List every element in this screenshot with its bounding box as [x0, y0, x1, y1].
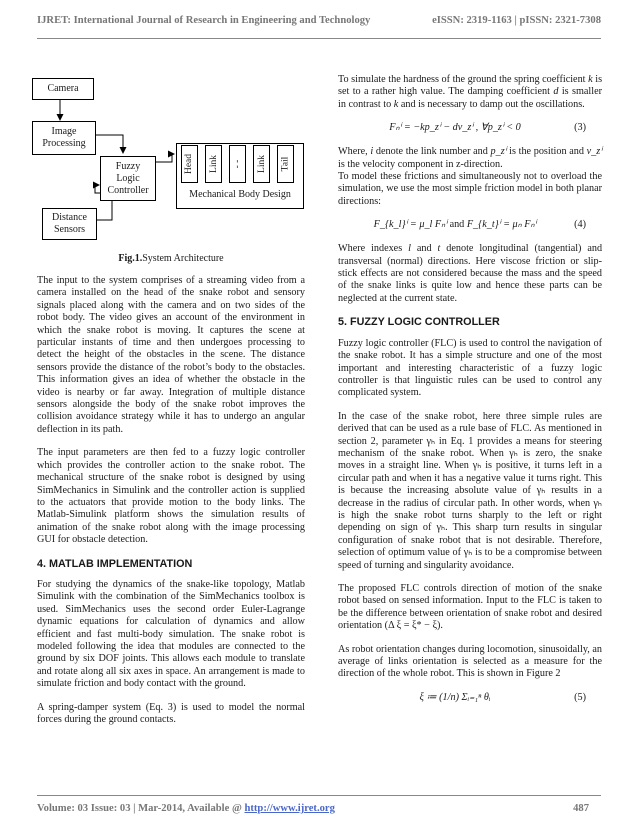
right-column [338, 74, 602, 716]
camera-label: Camera [47, 83, 79, 94]
image-processing-label-1: Image [51, 126, 77, 137]
figure-caption-label: Fig.1. [118, 253, 143, 264]
fuzzy-label-3: Controller [107, 184, 149, 196]
equation-5-body: ξ ≔ (1/n) Σᵢ₌₁ⁿ θᵢ [419, 691, 491, 703]
section-heading-5: 5. FUZZY LOGIC CONTROLLER [338, 316, 500, 329]
journal-link[interactable]: http://www.ijret.org [244, 803, 335, 814]
page-number: 487 [573, 803, 589, 814]
body-segment-link: Link [205, 145, 222, 183]
fuzzy-label-1: Fuzzy [115, 160, 141, 172]
image-processing-label-2: Processing [42, 138, 86, 149]
paragraph: The input parameters are then fed to a fuzzy logic controller which provides the controller action to the snake robot. The mechanical structure of the snake robot is designed by using SimMechanics in Simulink and the controller action is supplied to the actuators that provide motion to the body links. The Matlab-Simulink platform shows the simulation results of animation of the snake robot along with the image processing GUI for obstacle detection. [37, 447, 305, 546]
arrow-imgproc-to-fuzzy [96, 135, 123, 153]
distance-label-2: Sensors [53, 224, 86, 235]
fuzzy-logic-controller-box [100, 156, 156, 201]
body-segment-tail: Tail [277, 145, 294, 183]
system-architecture-figure [30, 72, 308, 247]
image-processing-box [32, 121, 96, 155]
paragraph: The input to the system comprises of a streaming video from a camera installed on the head of the snake robot and sensory signals placed along with the camera and on two sides of the robot body. The video gives an account of the environment in which the snake robot is moving. It captures the scene at particular instants of time and then undergoes processing to detect the height of the obstacles in the scene. The distance sensors provide the distance of the robot’s body to the obstacles. This information gives an idea of whether the obstacle in the video is nearby or far away. Integration of multiple distance sensors alongside the body of the snake robot improves the collision avoidance strategy while it has to undergo an angular deflection in its path. [37, 275, 305, 435]
issn: eISSN: 2319-1163 | pISSN: 2321-7308 [432, 15, 601, 26]
left-column [37, 275, 305, 737]
footer-volume: Volume: 03 Issue: 03 | Mar-2014, Available @ [37, 803, 242, 814]
paragraph: Fuzzy logic controller (FLC) is used to control the navigation of the snake robot. It has a simple structure and one of the most important and interesting characteristic of a fuzzy logic controller is that linguistic rules can be used to control any complicated system. [338, 337, 602, 399]
running-header [37, 15, 601, 29]
section-heading-4: 4. MATLAB IMPLEMENTATION [37, 557, 193, 570]
equation-3-body: Fₙⁱ = −kp_zⁱ − dv_zⁱ , ∀p_zⁱ < 0 [389, 122, 521, 134]
body-segment-head: Head [181, 145, 198, 183]
distance-label-1: Distance [52, 212, 87, 223]
paragraph: A spring-damper system (Eq. 3) is used to model the normal forces during the ground contacts. [37, 701, 305, 725]
journal-title: IJRET: International Journal of Research in Engineering and Technology [37, 15, 371, 26]
equation-4: F_{k_l}ⁱ = μ_l Fₙⁱ and F_{k_t}ⁱ = μₙ Fₙⁱ (4) [373, 219, 586, 231]
arrow-fuzzy-to-body [155, 154, 174, 162]
paragraph: Where, i denote the link number and p_zⁱ is the position and v_zⁱ is the velocity component in z-direction. [338, 146, 603, 170]
equation-4-number: (4) [574, 219, 586, 231]
header-rule [37, 38, 601, 39]
equation-5 [338, 692, 602, 706]
figure-caption-text: System Architecture [142, 253, 224, 264]
fuzzy-label-2: Logic [116, 172, 140, 184]
distance-sensors-box [42, 208, 97, 240]
equation-5-number: (5) [574, 691, 586, 703]
mechanical-body-label: Mechanical Body Design [189, 189, 291, 200]
paragraph: For studying the dynamics of the snake-like topology, Matlab Simulink with the combination of the SimMechanics toolbox is used. SimMechanics uses the second order Euler-Lagrange dynamic equations for calculation of dynamics and allow efficient and fast multi-body simulation. The snake robot is modeled following the idea that modules are connected to the ground by six DOF joints. This allows each module to translate and rotate along all six axes in space. An arrangement is made to simulate friction and body contact with the ground. [37, 578, 305, 690]
paragraph: As robot orientation changes during locomotion, sinusoidally, an average of links orientation is selected as a measure for the direction of the whole robot. This is shown in Figure 2 [338, 643, 602, 680]
paragraph: To model these frictions and simultaneously not to overload the simulation, we use the most simple friction model in both planar directions: [338, 171, 602, 207]
body-segment-link-2: Link [253, 145, 270, 183]
equation-3 [338, 122, 602, 136]
paragraph: In the case of the snake robot, here three simple rules are derived that can be used as a rule base of FLC. As mentioned in section 2, parameter γₕ in Eq. 1 provides a means for steering mechanism of the snake robot. When γₕ is zero, the snake moves in a straight line. When γₕ is positive, it turns left in a circular path and when it has a negative value it turns right. This is because the increasing absolute value of γₕ results in a decrease in the radius of circular path. In other words, when γₕ is high the snake robot turns sharply to the left or right depending on sign of γₕ. This sharp turn results in singular configuration of snake robot that is not desirable. Therefore, selection of optimum value of γₕ is to be a compromise between speed of turning and singularity avoidance. [338, 410, 602, 571]
paragraph: Where indexes l and t denote longitudinal (tangential) and transversal (normal) directions. Here viscose friction or slip-stick effects are not considered because the mass and the speed of the snake links is quite low and hence these parts can be neglected at the current state. [338, 243, 603, 304]
paragraph: To simulate the hardness of the ground the spring coefficient k is set to a rather high value. The damping coefficient d is smaller in contrast to k and is necessary to damp out the oscillations. [338, 74, 603, 110]
running-footer [37, 803, 601, 814]
equation-3-number: (3) [574, 122, 586, 134]
camera-box [32, 78, 94, 100]
paragraph: The proposed FLC controls direction of motion of the snake robot based on sensed information. Input to the FLC is taken to be the difference between orientation of snake robot and desired orientation (Δ ξ = ξ* − ξ). [338, 583, 602, 632]
body-segment-ellipsis: - - [229, 145, 246, 183]
footer-rule [37, 795, 601, 796]
figure-caption [37, 253, 305, 264]
